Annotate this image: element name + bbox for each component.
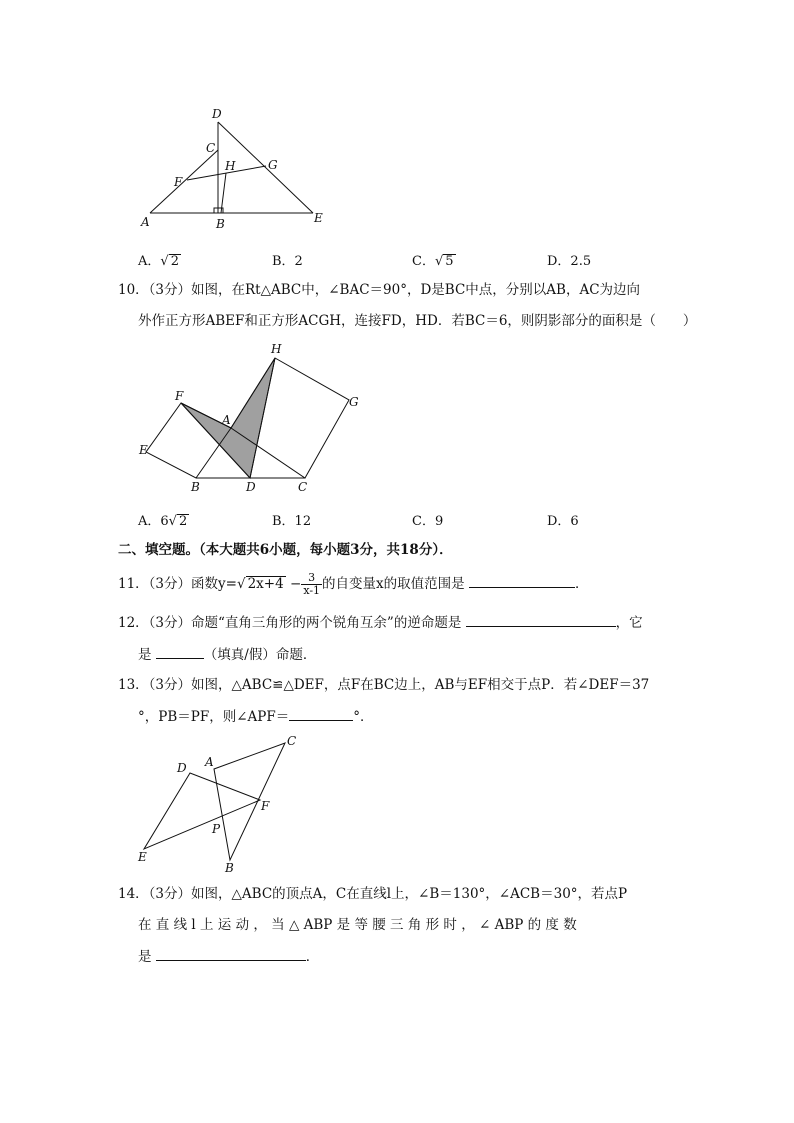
q14-line1: 14．（3分）如图，△ABC的顶点A，C在直线l上，∠B＝130°，∠ACB＝30°，若点P xyxy=(118,886,628,902)
q9-label-E: E xyxy=(314,211,323,225)
q9-label-G: G xyxy=(268,158,278,172)
q9-line-HB xyxy=(221,173,226,213)
q11-numerator: 3 xyxy=(301,572,322,585)
q13-triangle-ABC xyxy=(214,743,285,860)
section2-heading: 二、填空题。（本大题共6小题，每小题3分，共18分）． xyxy=(118,542,453,558)
q9-label-H: H xyxy=(225,159,236,173)
q9-option-c: C．√ 5 xyxy=(412,254,454,269)
q10-option-a-radicand: 2 xyxy=(178,514,188,529)
q13-answer-blank[interactable] xyxy=(289,706,353,721)
q9-label-C: C xyxy=(206,141,216,155)
q13-label-B: B xyxy=(225,861,234,875)
q10-option-d: D．6 xyxy=(547,514,579,529)
q12-line2-suffix: （填真/假）命题． xyxy=(203,647,317,663)
q10-option-a: A．6√ 2 xyxy=(138,514,188,529)
q9-option-d: D．2.5 xyxy=(547,254,592,269)
q10-line2: 外作正方形ABEF和正方形ACGH，连接FD，HD．若BC＝6，则阴影部分的面积是（ ） xyxy=(138,313,697,329)
q10-label-G: G xyxy=(349,395,359,409)
q13-figure xyxy=(130,730,310,875)
q10-label-C: C xyxy=(298,480,308,494)
q11-fraction xyxy=(301,572,322,597)
q13-label-P: P xyxy=(212,822,221,836)
q9-option-a: A．√ 2 xyxy=(138,254,179,269)
q10-figure xyxy=(135,340,375,500)
q9-line-AC xyxy=(150,150,218,213)
q10-label-H: H xyxy=(271,342,282,356)
q10-option-c: C．9 xyxy=(412,514,444,529)
q12-line1-prefix: 12．（3分）命题“直角三角形的两个锐角互余”的逆命题是 xyxy=(118,615,462,631)
q12-answer-blank-2[interactable] xyxy=(156,644,204,659)
q10-option-b: B．12 xyxy=(272,514,312,529)
q10-label-A: A xyxy=(222,413,231,427)
q12-line1 xyxy=(118,612,643,633)
q9-option-b: B．2 xyxy=(272,254,303,269)
q12-answer-blank-1[interactable] xyxy=(466,612,616,627)
q12-line1-end: ，它 xyxy=(615,615,643,631)
q13-triangle-DEF xyxy=(144,773,260,849)
q9-label-D: D xyxy=(212,107,222,121)
q12-line2-prefix: 是 xyxy=(138,647,152,663)
q14-line3-prefix: 是 xyxy=(138,949,152,965)
q9-figure xyxy=(135,100,335,235)
q9-label-A: A xyxy=(141,215,150,229)
q13-line1: 13．（3分）如图，△ABC≌△DEF，点F在BC边上，AB与EF相交于点P．若∠DEF＝37 xyxy=(118,677,650,693)
q10-label-F: F xyxy=(175,389,184,403)
q10-label-E: E xyxy=(139,443,148,457)
q11-answer-blank[interactable] xyxy=(469,573,575,588)
q13-label-C: C xyxy=(287,734,297,748)
q11-y: y= xyxy=(218,576,237,592)
q13-line2 xyxy=(138,706,373,727)
q12-line2 xyxy=(138,644,316,665)
q13-label-D: D xyxy=(177,761,187,775)
q9-option-c-radicand: 5 xyxy=(445,254,454,269)
q11-end: ． xyxy=(574,576,589,592)
q13-line2-prefix: °，PB＝PF，则∠APF＝ xyxy=(138,709,290,725)
q14-answer-blank[interactable] xyxy=(156,946,306,961)
q9-label-B: B xyxy=(216,217,225,231)
q10-label-D: D xyxy=(246,480,256,494)
q9-label-F: F xyxy=(174,175,183,189)
q13-line2-end: °． xyxy=(353,709,374,725)
q13-label-A: A xyxy=(205,755,214,769)
q10-line1: 10．（3分）如图，在Rt△ABC中，∠BAC＝90°，D是BC中点，分别以AB，AC为边向 xyxy=(118,282,641,298)
q14-line3-end: ． xyxy=(305,949,320,965)
q13-label-F: F xyxy=(261,799,270,813)
q11-minus: − xyxy=(290,576,302,592)
q11-denominator: x-1 xyxy=(303,584,321,597)
q11-radicand: 2x+4 xyxy=(247,576,284,592)
q11-line: 11．（3分）函数y=√ 2x+4 − $\frac{3}{x-1}$ 的自变量x的取值范围是 ． xyxy=(118,571,589,597)
q11-suffix: 的自变量x的取值范围是 xyxy=(322,576,465,592)
q10-label-B: B xyxy=(191,480,200,494)
q14-line3 xyxy=(138,946,319,967)
q9-option-a-radicand: 2 xyxy=(170,254,179,269)
q13-label-E: E xyxy=(138,850,147,864)
q11-prefix: 11．（3分）函数 xyxy=(118,576,219,592)
q14-line2: 在 直 线 l 上 运 动 ， 当 △ ABP 是 等 腰 三 角 形 时 ， ∠ ABP 的 度 数 xyxy=(138,917,577,933)
